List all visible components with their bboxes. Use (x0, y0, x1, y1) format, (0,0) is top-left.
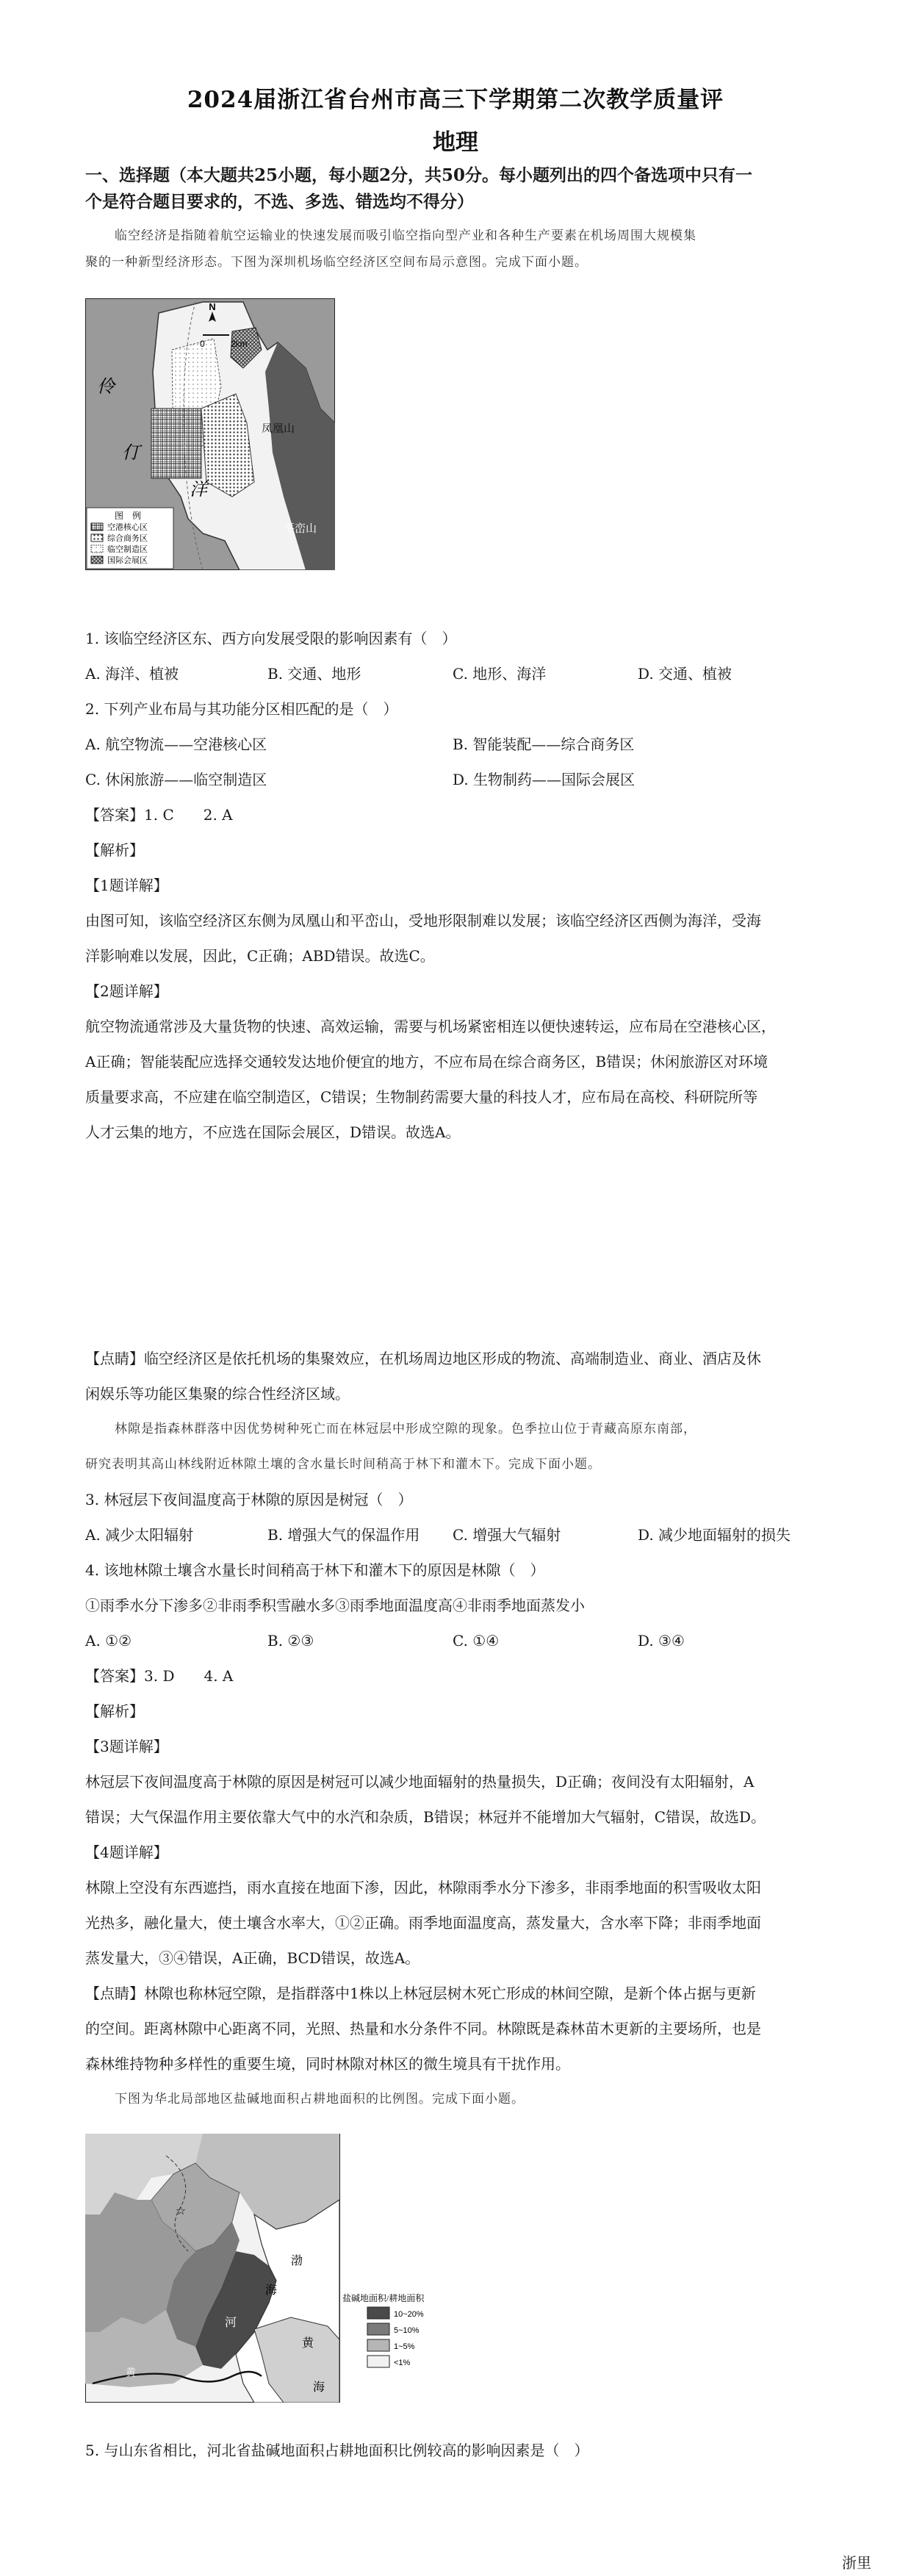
label-ling: 伶 (97, 378, 115, 397)
q2-option-d: D. 生物制药——国际会展区 (453, 771, 635, 788)
q1-stem: 1. 该临空经济区东、西方向发展受限的影响因素有（ ） (85, 630, 457, 647)
q4-option-a: A. ①② (85, 1632, 132, 1649)
detail3-line2: 错误；大气保温作用主要依靠大气中的水汽和杂质，B错误；林冠并不能增加大气辐射，C错误，故选D。 (85, 1808, 766, 1826)
legend-title: 图 例 (114, 511, 142, 521)
q4-stem: 4. 该地林隙土壤含水量长时间稍高于林下和灌木下的原因是林隙（ ） (85, 1561, 545, 1579)
passage3-line: 下图为华北局部地区盐碱地面积占耕地面积的比例图。完成下面小题。 (115, 2092, 525, 2107)
detail2-line3: 质量要求高，不应建在临空制造区，C错误；生物制药需要大量的科技人才，应布局在高校、科研院所等 (85, 1088, 758, 1106)
scale-distance: 2km (231, 339, 248, 349)
label-huang-sea: 黄 (302, 2337, 314, 2350)
map2-legend-label-1: 10~20% (394, 2310, 424, 2319)
legend-business-label: 综合商务区 (107, 534, 148, 543)
detail2-line4: 人才云集的地方，不应选在国际会展区，D错误。故选A。 (85, 1123, 461, 1141)
dianjing1-line2: 闲娱乐等功能区集聚的综合性经济区域。 (85, 1385, 350, 1403)
q4-items: ①雨季水分下渗多②非雨季积雪融水多③雨季地面温度高④非雨季地面蒸发小 (85, 1597, 585, 1614)
legend-manufacturing-label: 临空制造区 (107, 545, 148, 554)
label-bo: 渤 (291, 2255, 303, 2267)
map2-legend-label-4: <1% (394, 2359, 411, 2367)
legend-core-label: 空港核心区 (107, 523, 148, 532)
section-heading-1: 一、选择题（本大题共25小题，每小题2分，共50分。每小题列出的四个备选项中只有一 (85, 165, 753, 185)
passage1-line1: 临空经济是指随着航空运输业的快速发展而吸引临空指向型产业和各种生产要素在机场周围大规模集 (115, 229, 696, 243)
answer-block-1: 【答案】1. C 2. A (85, 806, 233, 824)
q4-option-d: D. ③④ (638, 1632, 685, 1649)
detail4-line1: 林隙上空没有东西遮挡，雨水直接在地面下渗，因此，林隙雨季水分下渗多，非雨季地面的积雪吸收太阳 (85, 1879, 761, 1896)
saline-land-map (85, 2134, 438, 2403)
detail1-line2: 洋影响难以发展，因此，C正确；ABD错误。故选C。 (85, 947, 435, 965)
legend-swatch-core (91, 523, 103, 530)
document-title: 2024届浙江省台州市高三下学期第二次教学质量评 (187, 87, 724, 113)
q1-option-c: C. 地形、海洋 (453, 665, 547, 683)
q3-option-d: D. 减少地面辐射的损失 (638, 1526, 791, 1544)
label-he: 河 (225, 2317, 237, 2329)
passage1-line2: 聚的一种新型经济形态。下图为深圳机场临空经济区空间布局示意图。完成下面小题。 (85, 255, 588, 270)
label-ding: 仃 (122, 444, 140, 463)
q1-option-b: B. 交通、地形 (267, 665, 361, 683)
label-pingluan-mountain: 平峦山 (284, 523, 317, 535)
analysis-label-1: 【解析】 (85, 841, 144, 859)
answer-block-2: 【答案】3. D 4. A (85, 1667, 234, 1685)
q2-option-a: A. 航空物流——空港核心区 (85, 735, 267, 753)
q2-stem: 2. 下列产业布局与其功能分区相匹配的是（ ） (85, 700, 398, 718)
detail2-label: 【2题详解】 (85, 982, 168, 1000)
detail4-label: 【4题详解】 (85, 1843, 168, 1861)
q3-option-c: C. 增强大气辐射 (453, 1526, 561, 1544)
north-label: N (209, 301, 216, 312)
detail3-label: 【3题详解】 (85, 1738, 168, 1755)
q3-option-b: B. 增强大气的保温作用 (267, 1526, 420, 1544)
detail2-line2: A正确；智能装配应选择交通较发达地价便宜的地方，不应布局在综合商务区，B错误；休闲旅游区对环境 (85, 1053, 768, 1071)
label-fenghuang-mountain: 凤凰山 (262, 423, 295, 435)
dianjing2-line3: 森林维持物种多样性的重要生境，同时林隙对林区的微生境具有干扰作用。 (85, 2055, 570, 2073)
map2-legend-label-2: 5~10% (394, 2326, 420, 2335)
airport-core-zone (151, 409, 201, 478)
q2-option-c: C. 休闲旅游——临空制造区 (85, 771, 267, 788)
label-yang: 洋 (190, 481, 207, 500)
airport-zone-map (85, 298, 335, 570)
passage2-line1: 林隙是指森林群落中因优势树种死亡而在林冠层中形成空隙的现象。色季拉山位于青藏高原东南部， (115, 1422, 696, 1436)
section-heading-2: 个是符合题目要求的，不选、多选、错选均不得分） (85, 192, 474, 212)
q1-option-d: D. 交通、植被 (638, 665, 732, 683)
q2-option-b: B. 智能装配——综合商务区 (453, 735, 635, 753)
passage2-line2: 研究表明其高山林线附近林隙土壤的含水量长时间稍高于林下和灌木下。完成下面小题。 (85, 1457, 601, 1472)
q3-option-a: A. 减少太阳辐射 (85, 1526, 194, 1544)
legend-swatch-expo (91, 556, 103, 564)
analysis-label-2: 【解析】 (85, 1702, 144, 1720)
detail4-line3: 蒸发量大，③④错误，A正确，BCD错误，故选A。 (85, 1949, 420, 1967)
q3-stem: 3. 林冠层下夜间温度高于林隙的原因是树冠（ ） (85, 1491, 413, 1508)
scale-zero: 0 (200, 339, 205, 349)
legend-expo-label: 国际会展区 (107, 556, 148, 565)
detail1-line1: 由图可知，该临空经济区东侧为凤凰山和平峦山，受地形限制难以发展；该临空经济区西侧为海洋，受海 (85, 912, 761, 929)
map2-legend-swatch-2 (367, 2323, 389, 2335)
map2-legend-label-3: 1~5% (394, 2342, 415, 2351)
q4-option-b: B. ②③ (267, 1632, 314, 1649)
map2-legend-swatch-1 (367, 2307, 389, 2319)
detail1-label: 【1题详解】 (85, 877, 168, 894)
q4-option-c: C. ①④ (453, 1632, 500, 1649)
q5-stem: 5. 与山东省相比，河北省盐碱地面积占耕地面积比例较高的影响因素是（ ） (85, 2442, 589, 2459)
detail2-line1: 航空物流通常涉及大量货物的快速、高效运输，需要与机场紧密相连以便快速转运，应布局在空港核心区， (85, 1018, 776, 1035)
legend-swatch-manufacturing (91, 545, 103, 553)
dianjing1-line1: 【点睛】临空经济区是依托机场的集聚效应，在机场周边地区形成的物流、高端制造业、商业、酒店及休 (85, 1350, 761, 1367)
dianjing2-line1: 【点睛】林隙也称林冠空隙，是指群落中1株以上林冠层树木死亡形成的林间空隙，是新个体占据与更新 (85, 1985, 756, 2002)
capital-star-icon: ☆ (175, 2203, 187, 2217)
label-hai-bohai: 海 (265, 2284, 278, 2297)
subject-title: 地理 (433, 129, 478, 156)
dianjing2-line2: 的空间。距离林隙中心距离不同，光照、热量和水分条件不同。林隙既是森林苗木更新的主要场所，也是 (85, 2020, 761, 2037)
map2-legend-swatch-3 (367, 2339, 389, 2351)
q1-option-a: A. 海洋、植被 (85, 665, 179, 683)
detail4-line2: 光热多，融化量大，使土壤含水率大，①②正确。雨季地面温度高，蒸发量大，含水率下降；非雨季地面 (85, 1914, 761, 1932)
page-footer: 浙里 (842, 2554, 871, 2572)
map2-legend-title: 盐碱地面积/耕地面积 (342, 2293, 425, 2303)
legend-swatch-business (91, 534, 103, 542)
label-huang-river: 黄 (126, 2368, 136, 2379)
map2-legend-swatch-4 (367, 2356, 389, 2367)
label-hai-yellow: 海 (313, 2381, 325, 2394)
detail3-line1: 林冠层下夜间温度高于林隙的原因是树冠可以减少地面辐射的热量损失，D正确；夜间没有太阳辐射，A (85, 1773, 755, 1791)
